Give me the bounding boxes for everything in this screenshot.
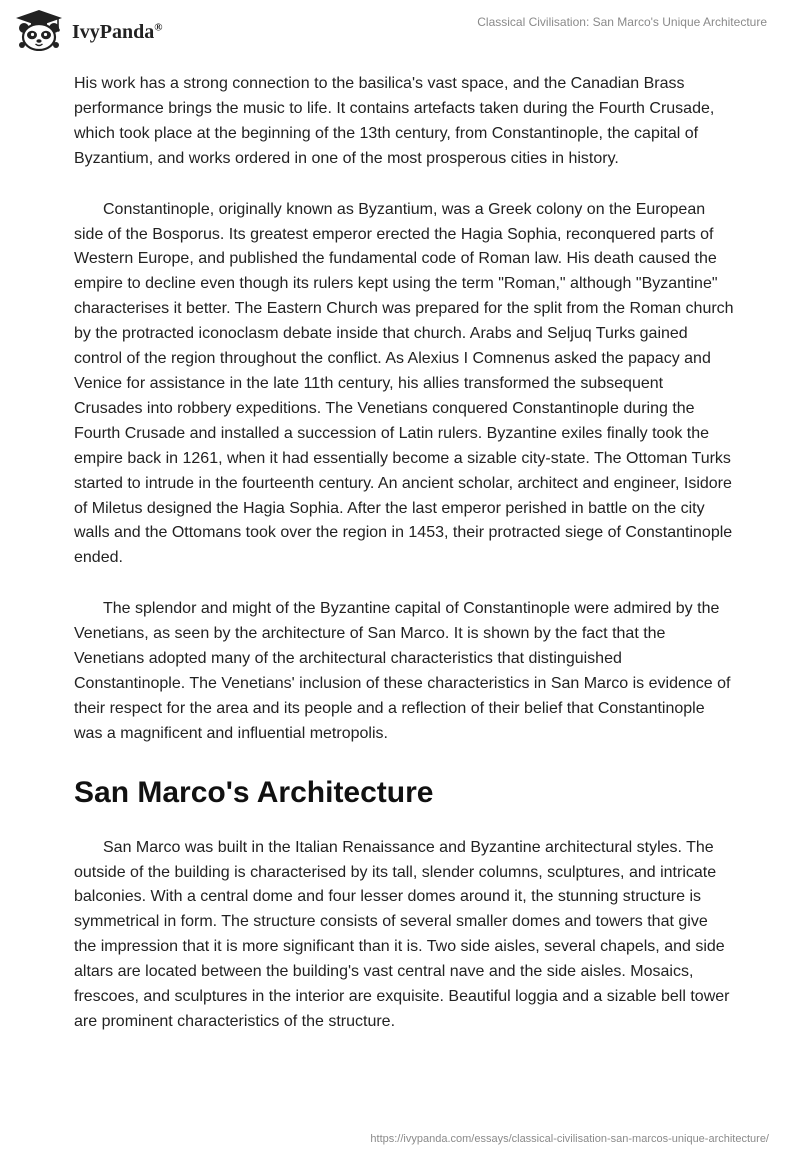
panda-graduate-icon[interactable] [14,9,64,51]
paragraph-architecture-1: San Marco was built in the Italian Renaissance and Byzantine architectural styles. The outside of the building is characterised by its tall, slender columns, sculptures, and intricate balconies. With a central dome and four lesser domes around it, the stunning structure is symmetrical in form. The structure consists of several smaller domes and towers that give the impression that it is more significant than it is. Two side aisles, several chapels, and side altars are located between the building's vast central nave and the side aisles. Mosaics, frescoes, and sculptures in the interior are exquisite. Beautiful loggia and a sizable bell tower are prominent characteristics of the structure. [74,838,730,1030]
section-heading: San Marco's Architecture [74,775,434,809]
paragraph-intro-2: Constantinople, originally known as Byzantium, was a Greek colony on the European side of the Bosporus. Its greatest emperor erected the Hagia Sophia, reconquered parts of Western Europe, and published the fundamental code of Roman law. His death caused the empire to decline even though its rulers kept using the term "Roman," although "Byzantine" characterises it better. The Eastern Church was prepared for the split from the Roman church by the protracted iconoclasm debate inside that church. Arabs and Seljuq Turks gained control of the region throughout the conflict. As Alexius I Comnenus asked the papacy and Venice for assistance in the late 11th century, his allies transformed the subsequent Crusades into robbery expeditions. The Venetians conquered Constantinople during the Fourth Crusade and installed a succession of Latin rulers. Byzantine exiles finally took the empire back in 1261, when it had essentially become a sizable city-state. The Ottoman Turks started to intrude in the fourteenth century. An ancient scholar, architect and engineer, Isidore of Miletus designed the Hagia Sophia. After the last emperor perished in battle on the city walls and the Ottomans took over the region in 1453, their protracted siege of Constantinople ended. [74,200,734,567]
page-header [0,0,800,66]
paragraph-intro-3: The splendor and might of the Byzantine capital of Constantinople were admired by the Venetians, as seen by the architecture of San Marco. It is shown by the fact that the Venetians adopted many of the architectural characteristics that distinguished Constantinople. The Venetians' inclusion of these characteristics in San Marco is evidence of their respect for the area and its people and a reflection of their belief that Constantinople was a magnificent and influential metropolis. [74,600,731,742]
footer-url[interactable]: https://ivypanda.com/essays/classical-civilisation-san-marcos-unique-architecture/ [370,1133,769,1145]
paragraph-intro-1: His work has a strong connection to the basilica's vast space, and the Canadian Brass performance brings the music to life. It contains artefacts taken during the Fourth Crusade, which took place at the beginning of the 13th century, from Constantinople, the capital of Byzantium, and works ordered in one of the most prosperous cities in history. [74,75,715,167]
document-title: Classical Civilisation: San Marco's Unique Architecture [477,15,767,29]
article-body [74,72,734,1061]
brand-logo[interactable] [72,21,162,44]
brand-name: IvyPanda [72,21,155,43]
registered-mark: ® [154,21,163,34]
